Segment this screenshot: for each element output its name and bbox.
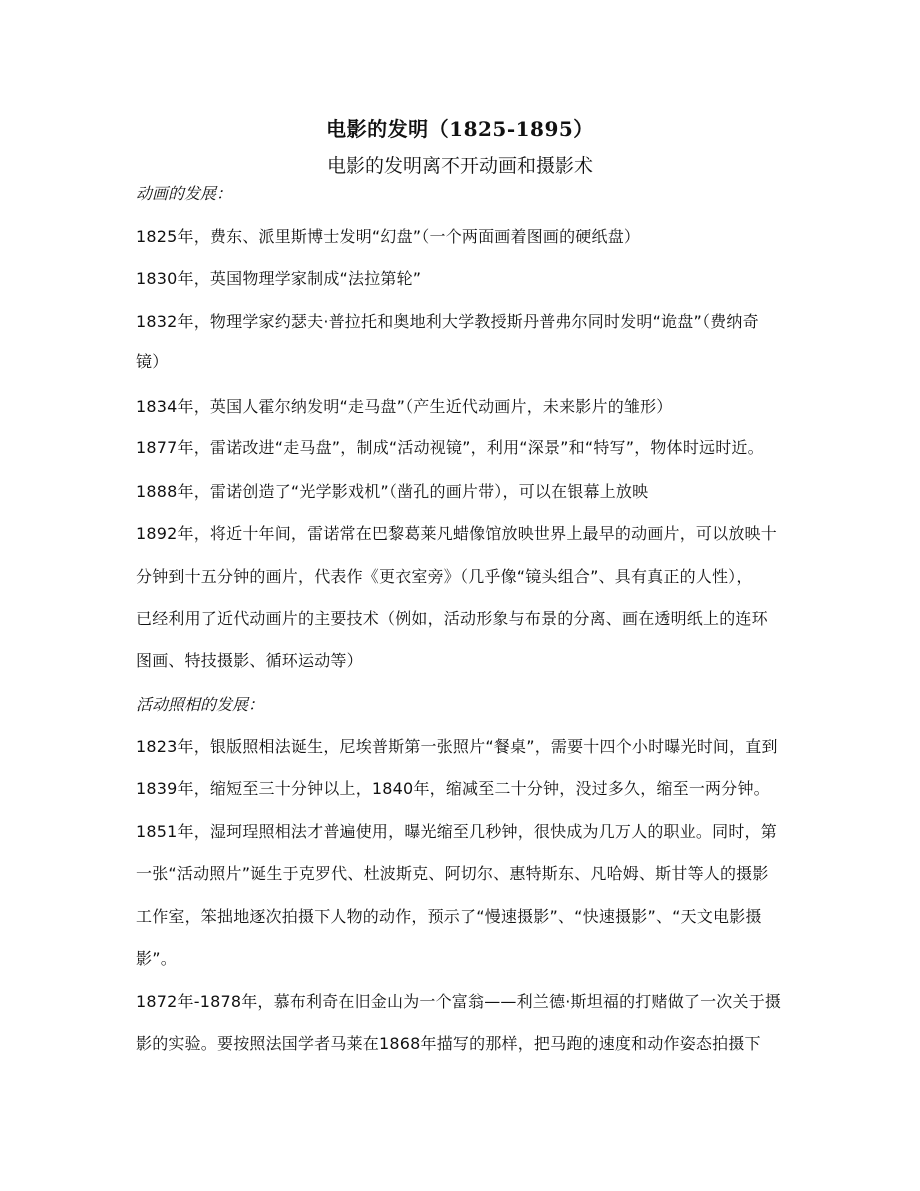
- paragraph-line: 1872年-1878年，慕布利奇在旧金山为一个富翁——利兰德·斯坦福的打赌做了一次关于摄: [136, 992, 782, 1011]
- paragraph-line: 1888年，雷诺创造了“光学影戏机”（凿孔的画片带），可以在银幕上放映: [136, 482, 649, 501]
- paragraph-line: 工作室，笨拙地逐次拍摄下人物的动作，预示了“慢速摄影”、“快速摄影”、“天文电影摄: [136, 907, 762, 926]
- paragraph-line: 影”。: [136, 949, 177, 968]
- paragraph-line: 1834年，英国人霍尔纳发明“走马盘”（产生近代动画片，未来影片的雏形）: [136, 397, 673, 416]
- paragraph-line: 1892年，将近十年间，雷诺常在巴黎葛莱凡蜡像馆放映世界上最早的动画片，可以放映十: [136, 524, 777, 543]
- page-title: 电影的发明（1825-1895）: [326, 117, 594, 141]
- paragraph-line: 影的实验。要按照法国学者马莱在1868年描写的那样，把马跑的速度和动作姿态拍摄下: [136, 1034, 761, 1053]
- paragraph-line: 1832年，物理学家约瑟夫·普拉托和奥地利大学教授斯丹普弗尔同时发明“诡盘”（费纳奇: [136, 312, 759, 331]
- paragraph-line: 图画、特技摄影、循环运动等）: [136, 651, 363, 670]
- page-subtitle: 电影的发明离不开动画和摄影术: [326, 155, 593, 177]
- section-heading-animation: 动画的发展：: [136, 184, 233, 203]
- section-heading-photography: 活动照相的发展：: [136, 695, 265, 714]
- paragraph-line: 1839年，缩短至三十分钟以上，1840年，缩减至二十分钟，没过多久，缩至一两分钟。: [136, 779, 770, 798]
- paragraph-line: 1877年，雷诺改进“走马盘”，制成“活动视镜”，利用“深景”和“特写”，物体时远时近。: [136, 438, 764, 457]
- paragraph-line: 分钟到十五分钟的画片，代表作《更衣室旁》（几乎像“镜头组合”、具有真正的人性），: [136, 567, 753, 586]
- paragraph-line: 1825年，费东、派里斯博士发明“幻盘”（一个两面画着图画的硬纸盘）: [136, 227, 641, 246]
- paragraph-line: 一张“活动照片”诞生于克罗代、杜波斯克、阿切尔、惠特斯东、凡哈姆、斯甘等人的摄影: [136, 864, 769, 883]
- paragraph-line: 镜）: [136, 352, 169, 371]
- paragraph-line: 1851年，湿珂珵照相法才普遍使用，曝光缩至几秒钟，很快成为几万人的职业。同时，第: [136, 822, 777, 841]
- paragraph-line: 已经利用了近代动画片的主要技术（例如，活动形象与布景的分离、画在透明纸上的连环: [136, 609, 768, 628]
- paragraph-line: 1830年，英国物理学家制成“法拉第轮”: [136, 269, 422, 288]
- paragraph-line: 1823年，银版照相法诞生，尼埃普斯第一张照片“餐桌”，需要十四个小时曝光时间，直到: [136, 737, 778, 756]
